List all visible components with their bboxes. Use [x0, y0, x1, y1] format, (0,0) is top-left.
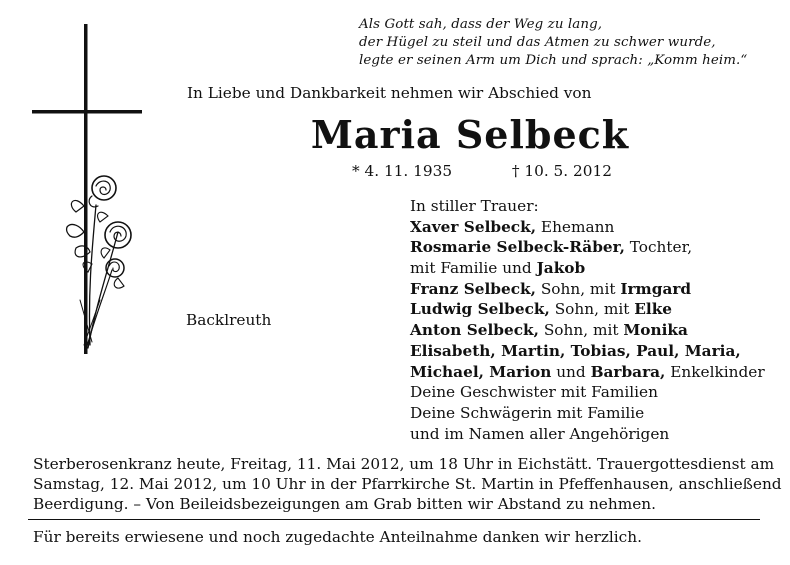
mourners-list: [410, 196, 765, 443]
mourner-name: Monika: [623, 321, 688, 340]
mourner-name: Rosmarie Selbeck-Räber,: [410, 238, 625, 257]
mourner-relation: Enkelkinder: [665, 362, 765, 381]
service-notice: [33, 454, 782, 515]
mourner-line: [410, 362, 765, 383]
mourner-relation: Tochter,: [624, 238, 693, 257]
mourner-relation: Deine Geschwister mit Familien: [410, 383, 658, 402]
thanks-text: Für bereits erwiesene und noch zugedachte Anteilnahme danken wir herzlich.: [33, 528, 642, 546]
death-date: † 10. 5. 2012: [511, 162, 612, 180]
mourner-relation: Sohn, mit: [549, 300, 635, 319]
mourners-heading: In stiller Trauer:: [410, 197, 539, 215]
notice-line: Sterberosenkranz heute, Freitag, 11. Mai 2012, um 18 Uhr in Eichstätt. Trauergottesdienst am: [33, 455, 775, 473]
mourner-name: Michael, Marion: [410, 362, 552, 381]
poem-line: Als Gott sah, dass der Weg zu lang,: [359, 17, 603, 32]
mourner-name: Barbara,: [590, 362, 666, 381]
notice-line: Beerdigung. – Von Beileidsbezeigungen am Grab bitten wir Abstand zu nehmen.: [33, 495, 656, 514]
mourner-line: [410, 217, 765, 238]
mourner-line: [410, 341, 765, 362]
intro-text: In Liebe und Dankbarkeit nehmen wir Abschied von: [187, 84, 592, 102]
poem-line: der Hügel zu steil und das Atmen zu schwer wurde,: [359, 35, 716, 50]
mourner-line: [410, 237, 765, 258]
poem: [359, 16, 747, 70]
deceased-name: Maria Selbeck: [310, 112, 630, 157]
mourner-line: [410, 403, 765, 424]
mourner-name: Xaver Selbeck,: [410, 217, 537, 236]
mourner-relation: Deine Schwägerin mit Familie: [410, 403, 645, 422]
mourner-relation: und im Namen aller Angehörigen: [410, 424, 670, 443]
place-name: Backlreuth: [186, 311, 272, 329]
mourner-relation: Ehemann: [536, 217, 615, 236]
mourner-relation: mit Familie und: [410, 259, 537, 278]
life-dates: [352, 162, 612, 180]
mourner-relation: Sohn, mit: [535, 279, 621, 298]
mourner-relation: Sohn, mit: [538, 321, 624, 340]
mourner-name: Jakob: [536, 259, 586, 278]
birth-date: * 4. 11. 1935: [352, 162, 453, 180]
mourner-name: Irmgard: [620, 279, 692, 298]
mourner-name: Ludwig Selbeck,: [410, 300, 550, 319]
poem-line: legte er seinen Arm um Dich und sprach: „Komm heim.“: [359, 53, 748, 68]
mourner-line: [410, 258, 765, 279]
mourner-line: [410, 320, 765, 341]
cross-with-roses-icon: [0, 0, 170, 380]
mourner-name: Elke: [634, 300, 673, 319]
mourner-line: [410, 424, 765, 445]
mourner-name: Anton Selbeck,: [410, 321, 539, 340]
mourner-line: [410, 279, 765, 300]
divider-line: [28, 519, 760, 520]
mourner-name: Franz Selbeck,: [410, 279, 536, 298]
notice-line: Samstag, 12. Mai 2012, um 10 Uhr in der Pfarrkirche St. Martin in Pfeffenhausen, anschließend: [33, 475, 782, 494]
mourner-line: [410, 299, 765, 320]
mourner-line: [410, 382, 765, 403]
mourner-relation: und: [551, 362, 591, 381]
mourner-name: Elisabeth, Martin, Tobias, Paul, Maria,: [410, 341, 741, 360]
